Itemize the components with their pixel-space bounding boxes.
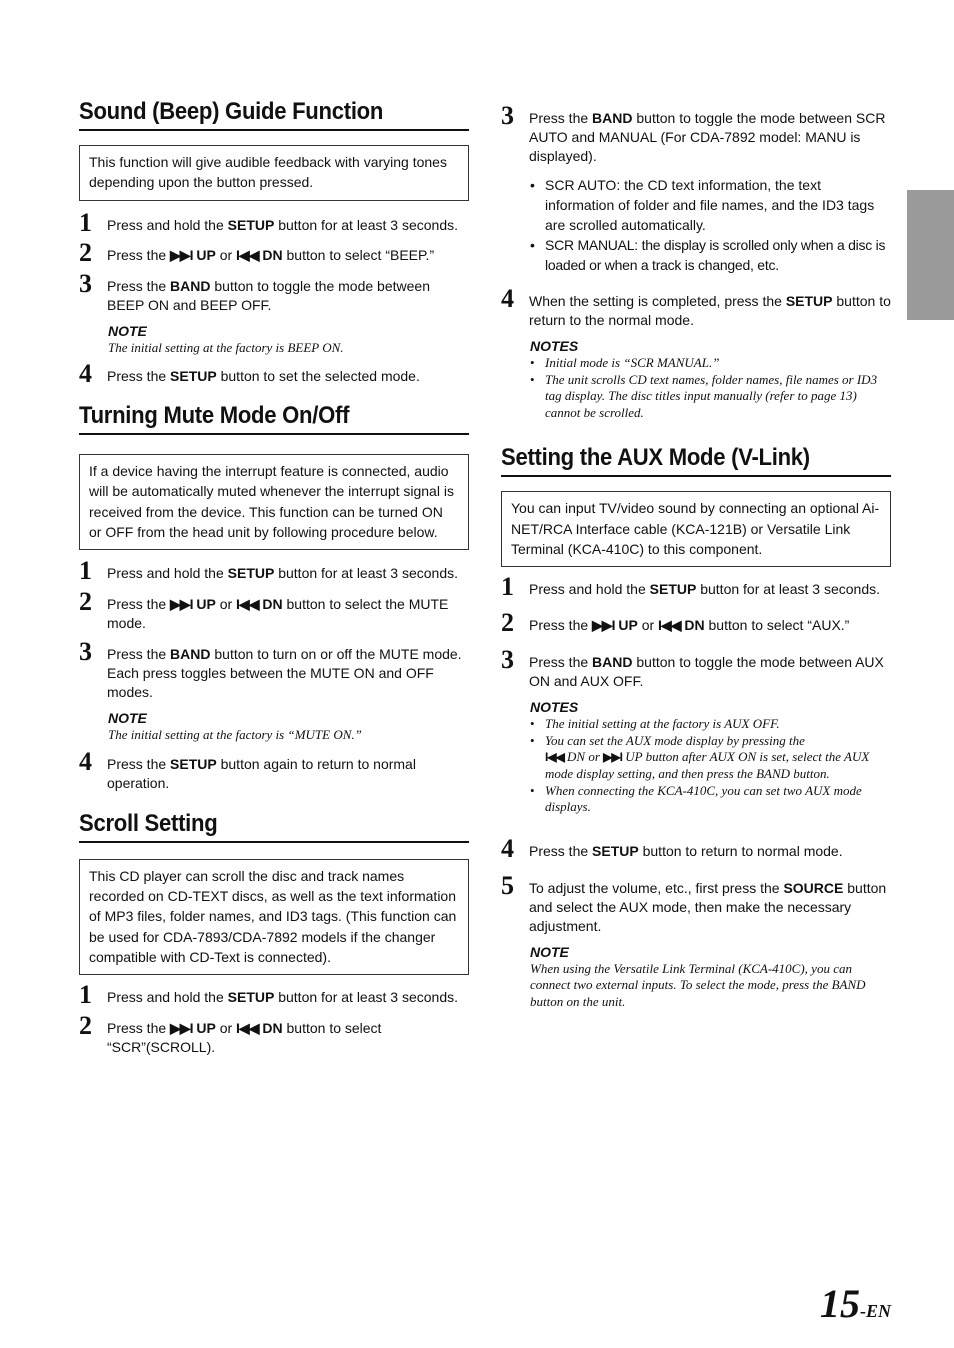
- mute-step-1: [79, 556, 469, 586]
- up-key: UP: [196, 596, 216, 613]
- list-item: • SCR MANUAL: the display is scrolled only when a disc is loaded or when a track is changed, etc.: [530, 235, 891, 275]
- setup-key: SETUP: [592, 842, 639, 859]
- step-text: Press the: [107, 1020, 171, 1037]
- aux-step-1: [501, 572, 891, 602]
- step-text: button to select “AUX.”: [704, 617, 850, 634]
- step-text: button again to return to normal operation.: [107, 755, 416, 791]
- step-text: Press the: [529, 654, 593, 671]
- aux-note-heading: NOTE: [530, 943, 569, 960]
- step-text: or: [215, 246, 237, 263]
- step-text: Press and hold the: [107, 216, 228, 233]
- step-text: button to turn on or off the MUTE mode.: [210, 646, 462, 663]
- step-text: or: [215, 596, 237, 613]
- up-key: UP: [618, 617, 638, 634]
- step-text: Press the: [529, 110, 593, 126]
- step-text: button to return to normal mode.: [638, 842, 843, 859]
- step-text: button for at least 3 seconds.: [274, 989, 458, 1006]
- note-text: You can set the AUX mode display by pressing the: [545, 732, 805, 748]
- step-text: button to toggle the mode between SCR AUTO and MANUAL (For CDA-7892 model: MANU is displayed).: [529, 110, 886, 164]
- aux-step-4: [501, 833, 891, 863]
- step-text: Press the: [107, 246, 171, 263]
- aux-notes-heading: NOTES: [530, 699, 579, 716]
- setup-key: SETUP: [785, 293, 833, 309]
- source-key: SOURCE: [783, 879, 844, 896]
- step-text: Press and hold the: [107, 989, 228, 1006]
- step-text: button to select the MUTE mode.: [107, 596, 449, 632]
- step-number: 3: [501, 101, 514, 130]
- step-number: 3: [501, 645, 514, 675]
- scroll-setting-title: Scroll Setting: [79, 810, 469, 843]
- step-text: Press the: [529, 617, 593, 634]
- step-number: 2: [79, 587, 92, 617]
- dn-key: DN: [262, 246, 283, 263]
- setup-key: SETUP: [170, 755, 217, 772]
- list-item: • When connecting the KCA-410C, you can set two AUX mode displays.: [530, 783, 891, 816]
- step-text: button for at least 3 seconds.: [274, 216, 458, 233]
- up-key: UP: [196, 246, 216, 263]
- aux-mode-section: [501, 444, 891, 1010]
- step-number: 1: [79, 207, 92, 237]
- step-text: button to toggle the mode between BEEP ON and BEEP OFF.: [107, 277, 430, 313]
- step-text: button to select “SCR”(SCROLL).: [107, 1020, 382, 1056]
- list-item: • SCR AUTO: the CD text information, the text information of folder and file names, and the ID3 tags are scrolled automatically.: [530, 175, 891, 235]
- step-text: When the setting is completed, press the: [529, 293, 786, 309]
- right-column: [501, 101, 891, 1010]
- step-number: 5: [501, 870, 514, 900]
- step-number: 2: [501, 608, 514, 638]
- scroll-step-4: [501, 284, 891, 330]
- setup-key: SETUP: [649, 581, 697, 598]
- page-number-value: 15: [820, 1281, 860, 1326]
- next-track-icon: ▶▶I: [603, 750, 622, 765]
- setup-key: SETUP: [170, 368, 217, 385]
- step-text: Press and hold the: [529, 581, 650, 598]
- sound-note-heading: NOTE: [108, 322, 147, 339]
- dn-key: DN: [262, 596, 283, 613]
- scroll-setting-section: [79, 810, 469, 1057]
- step-text: button to select “BEEP.”: [282, 246, 435, 263]
- sound-step-2: [79, 237, 469, 267]
- step-text: Press the: [529, 842, 593, 859]
- scroll-step-3: [501, 101, 891, 166]
- aux-note-text: When using the Versatile Link Terminal (KCA-410C), you can connect two external inputs. To select the mode, press the BAND button on the unit.: [530, 960, 866, 1009]
- sound-step-3: [79, 268, 469, 315]
- aux-mode-title: Setting the AUX Mode (V-Link): [501, 444, 891, 477]
- aux-step-3: [501, 645, 891, 691]
- mute-note-text: The initial setting at the factory is “MUTE ON.”: [108, 727, 362, 743]
- step-text: button for at least 3 seconds.: [696, 581, 880, 598]
- dn-key: DN: [262, 1020, 283, 1037]
- step-text: button for at least 3 seconds.: [274, 565, 458, 582]
- previous-track-icon: I◀◀: [236, 596, 259, 613]
- mute-step-4: [79, 746, 469, 793]
- setup-key: SETUP: [227, 216, 275, 233]
- scroll-notes-list: [530, 355, 891, 421]
- band-key: BAND: [592, 654, 633, 671]
- step-number: 1: [79, 556, 92, 586]
- step-text: To adjust the volume, etc., first press the: [529, 879, 784, 896]
- next-track-icon: ▶▶I: [170, 596, 193, 613]
- step-number: 4: [501, 284, 514, 313]
- scroll-step-1: [79, 980, 469, 1010]
- left-column: [79, 98, 469, 1057]
- list-item: • The unit scrolls CD text names, folder names, file names or ID3 tag display. The disc titles input manually (refer to page 13) cannot be scrolled.: [530, 372, 891, 422]
- sound-step-4: [79, 359, 469, 389]
- step-number: 4: [79, 359, 92, 389]
- setup-key: SETUP: [227, 989, 275, 1006]
- aux-notes-list: [530, 716, 891, 816]
- step-text: or: [215, 1020, 237, 1037]
- next-track-icon: ▶▶I: [170, 1020, 193, 1037]
- step-number: 4: [79, 746, 92, 776]
- step-text: Press the: [107, 277, 171, 294]
- previous-track-icon: I◀◀: [236, 246, 259, 263]
- step-text: button and select the AUX mode, then make the necessary adjustment.: [529, 879, 887, 934]
- step-text: Press the: [107, 755, 171, 772]
- sound-guide-section: [79, 98, 469, 389]
- step-text: Press the: [107, 596, 171, 613]
- previous-track-icon: I◀◀: [236, 1020, 259, 1037]
- aux-step-5: [501, 870, 891, 936]
- scroll-notes-heading: NOTES: [530, 338, 579, 354]
- step-number: 3: [79, 637, 92, 667]
- note-text: DN or: [563, 749, 604, 765]
- step-text: Press and hold the: [107, 565, 228, 582]
- mute-mode-intro-box: If a device having the interrupt feature is connected, audio will be automatically muted whenever the interrupt signal is received from the device. This function can be turned ON or OFF from the head unit by following procedure below.: [79, 454, 469, 550]
- list-item: • Initial mode is “SCR MANUAL.”: [530, 355, 891, 372]
- previous-track-icon: I◀◀: [545, 750, 564, 765]
- band-key: BAND: [170, 646, 211, 663]
- note-text: UP button after AUX ON is set, select the AUX mode display setting, and then press the BAND button.: [545, 749, 870, 782]
- setup-key: SETUP: [227, 565, 275, 582]
- step-number: 2: [79, 237, 92, 267]
- step-text: Press the: [107, 646, 171, 663]
- aux-mode-intro-box: You can input TV/video sound by connecting an optional Ai-NET/RCA Interface cable (KCA-121B) or Versatile Link Terminal (KCA-410C) to this component.: [501, 491, 891, 567]
- page-language-suffix: -EN: [860, 1301, 891, 1321]
- sound-step-1: [79, 207, 469, 237]
- step-number: 4: [501, 833, 514, 863]
- step-text: button to return to the normal mode.: [529, 293, 891, 328]
- step-number: 2: [79, 1011, 92, 1041]
- step-text: or: [637, 617, 659, 634]
- next-track-icon: ▶▶I: [170, 246, 193, 263]
- mute-mode-title: Turning Mute Mode On/Off: [79, 402, 469, 435]
- list-item: [530, 733, 891, 783]
- next-track-icon: ▶▶I: [592, 617, 615, 634]
- dn-key: DN: [684, 617, 705, 634]
- previous-track-icon: I◀◀: [658, 617, 681, 634]
- mute-note-heading: NOTE: [108, 710, 147, 727]
- mute-step-3: [79, 637, 469, 702]
- section-thumb-tab: [907, 190, 954, 320]
- up-key: UP: [196, 1020, 216, 1037]
- step-number: 1: [501, 572, 514, 602]
- step-text: button to toggle the mode between AUX ON and AUX OFF.: [529, 654, 884, 690]
- sound-guide-intro-box: This function will give audible feedback with varying tones depending upon the button pressed.: [79, 145, 469, 201]
- scroll-setting-intro-box: This CD player can scroll the disc and track names recorded on CD-TEXT discs, as well as the text information of MP3 files, folder names, and ID3 tags. (This function can be used for CDA-7893/CDA-7892 models if the changer compatible with CD-Text is connected).: [79, 859, 469, 975]
- band-key: BAND: [592, 110, 633, 126]
- sound-guide-title: Sound (Beep) Guide Function: [79, 98, 469, 131]
- step-text: Press the: [107, 368, 171, 385]
- step-number: 1: [79, 980, 92, 1010]
- page-number: [820, 1280, 891, 1327]
- mute-step-2: [79, 587, 469, 633]
- step-text: button to set the selected mode.: [216, 368, 420, 385]
- band-key: BAND: [170, 277, 211, 294]
- aux-step-2: [501, 608, 891, 638]
- step-number: 3: [79, 268, 92, 298]
- list-item: • The initial setting at the factory is AUX OFF.: [530, 716, 891, 733]
- scroll-step-2: [79, 1011, 469, 1057]
- step-extra-text: Each press toggles between the MUTE ON and OFF modes.: [107, 665, 434, 701]
- sound-note-text: The initial setting at the factory is BEEP ON.: [108, 339, 344, 355]
- mute-mode-section: [79, 402, 469, 793]
- scroll-mode-list: [530, 175, 891, 275]
